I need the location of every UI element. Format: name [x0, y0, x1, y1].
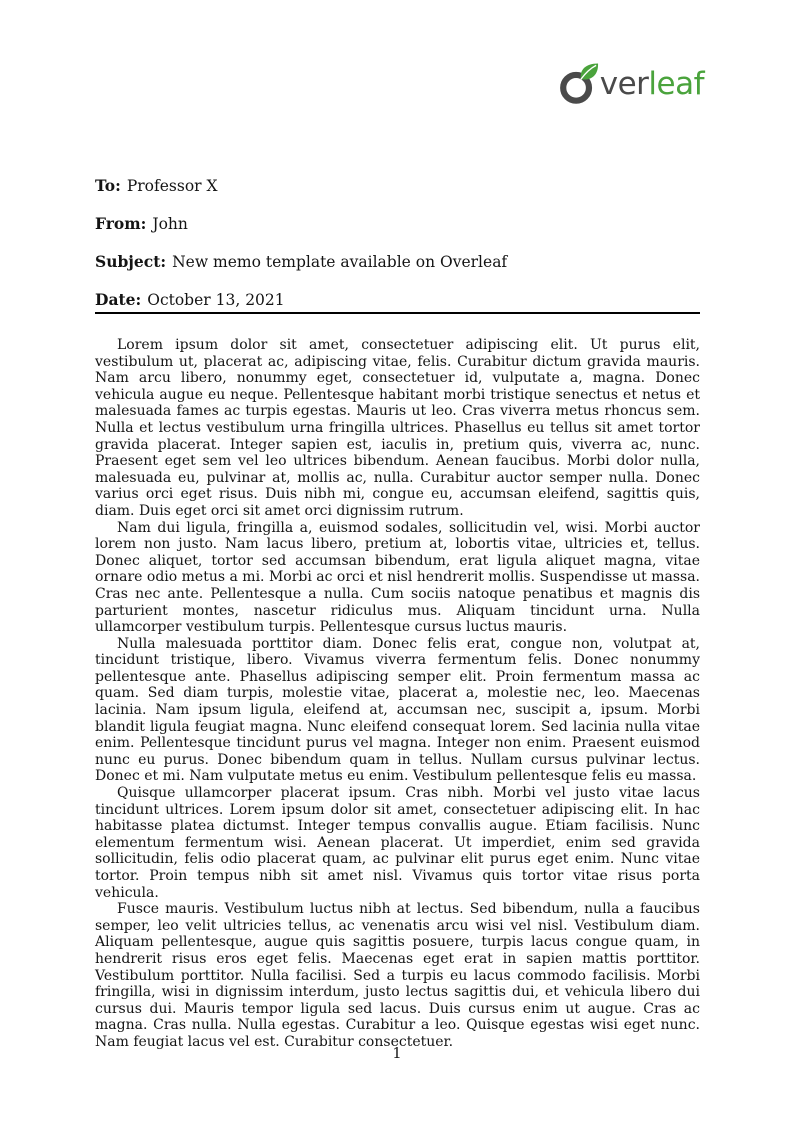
memo-field-from-value: John: [152, 215, 188, 233]
memo-field-to-value: Professor X: [126, 177, 218, 195]
paragraph-4: Quisque ullamcorper placerat ipsum. Cras nibh. Morbi vel justo vitae lacus tincidunt ultrices. Lorem ipsum dolor sit amet, consectetuer adipiscing elit. In hac habitasse platea dictumst. Integer tempus convallis augue. Etiam facilisis. Nunc elementum fermentum wisi. Aenean placerat. Ut imperdiet, enim sed gravida sollicitudin, felis odio placerat quam, ac pulvinar elit purus eget enim. Nunc vitae tortor. Proin tempus nibh sit amet nisl. Vivamus quis tortor vitae risus porta vehicula.: [95, 785, 700, 901]
page-number: 1: [392, 1046, 402, 1062]
memo-field-date-value: October 13, 2021: [147, 291, 285, 309]
header-divider: [95, 312, 700, 314]
memo-field-subject-value: New memo template available on Overleaf: [172, 253, 508, 271]
paragraph-5: Fusce mauris. Vestibulum luctus nibh at lectus. Sed bibendum, nulla a faucibus semper, leo velit ultricies tellus, ac venenatis arcu wisi vel nisl. Vestibulum diam. Aliquam pellentesque, augue quis sagittis posuere, turpis lacus congue quam, in hendrerit risus eros eget felis. Maecenas eget erat in sapien mattis porttitor. Vestibulum porttitor. Nulla facilisi. Sed a turpis eu lacus commodo facilisis. Morbi fringilla, wisi in dignissim interdum, justo lectus sagittis dui, et vehicula libero dui cursus dui. Mauris tempor ligula sed lacus. Duis cursus enim ut augue. Cras ac magna. Cras nulla. Nulla egestas. Curabitur a leo. Quisque egestas wisi eget nunc. Nam feugiat lacus vel est. Curabitur consectetuer.: [95, 901, 700, 1050]
memo-field-to: [95, 176, 700, 196]
memo-field-subject-label: Subject:: [95, 252, 167, 271]
overleaf-logo: [557, 62, 704, 106]
paragraph-2: Nam dui ligula, fringilla a, euismod sodales, sollicitudin vel, wisi. Morbi auctor lorem non justo. Nam lacus libero, pretium at, lobortis vitae, ultricies et, tellus. Donec aliquet, tortor sed accumsan bibendum, erat ligula aliquet magna, vitae ornare odio metus a mi. Morbi ac orci et nisl hendrerit mollis. Suspendisse ut massa. Cras nec ante. Pellentesque a nulla. Cum sociis natoque penatibus et magnis dis parturient montes, nascetur ridiculus mus. Aliquam tincidunt urna. Nulla ullamcorper vestibulum turpis. Pellentesque cursus luctus mauris.: [95, 519, 700, 636]
memo-field-from: [95, 214, 700, 234]
memo-field-date-label: Date:: [95, 290, 142, 309]
overleaf-o-leaf-icon: [557, 63, 599, 105]
memo-body: [95, 337, 700, 1051]
memo-field-subject: [95, 252, 700, 272]
paragraph-3: Nulla malesuada porttitor diam. Donec felis erat, congue non, volutpat at, tincidunt tristique, libero. Vivamus viverra fermentum felis. Donec nonummy pellentesque ante. Phasellus adipiscing semper elit. Proin fermentum massa ac quam. Sed diam turpis, molestie vitae, placerat a, molestie nec, leo. Maecenas lacinia. Nam ipsum ligula, eleifend at, accumsan nec, suscipit a, ipsum. Morbi blandit ligula feugiat magna. Nunc eleifend consequat lorem. Sed lacinia nulla vitae enim. Pellentesque tincidunt purus vel magna. Integer non enim. Praesent euismod nunc eu purus. Donec bibendum quam in tellus. Nullam cursus pulvinar lectus. Donec et mi. Nam vulputate metus eu enim. Vestibulum pellentesque felis eu massa.: [95, 635, 700, 785]
paragraph-1: Lorem ipsum dolor sit amet, consectetuer adipiscing elit. Ut purus elit, vestibulum ut, placerat ac, adipiscing vitae, felis. Curabitur dictum gravida mauris. Nam arcu libero, nonummy eget, consectetuer id, vulputate a, magna. Donec vehicula augue eu neque. Pellentesque habitant morbi tristique senectus et netus et malesuada fames ac turpis egestas. Mauris ut leo. Cras viverra metus rhoncus sem. Nulla et lectus vestibulum urna fringilla ultrices. Phasellus eu tellus sit amet tortor gravida placerat. Integer sapien est, iaculis in, pretium quis, viverra ac, nunc. Praesent eget sem vel leo ultrices bibendum. Aenean faucibus. Morbi dolor nulla, malesuada eu, pulvinar at, mollis ac, nulla. Curabitur auctor semper nulla. Donec varius orci eget risus. Duis nibh mi, congue eu, accumsan eleifend, sagittis quis, diam. Duis eget orci sit amet orci dignissim rutrum.: [95, 337, 700, 519]
logo-text-leaf: leaf: [648, 66, 704, 102]
logo-text-over: ver: [599, 66, 649, 102]
memo-field-to-label: To:: [95, 176, 121, 195]
memo-header: [95, 176, 700, 328]
memo-field-from-label: From:: [95, 214, 147, 233]
memo-field-date: [95, 290, 700, 310]
